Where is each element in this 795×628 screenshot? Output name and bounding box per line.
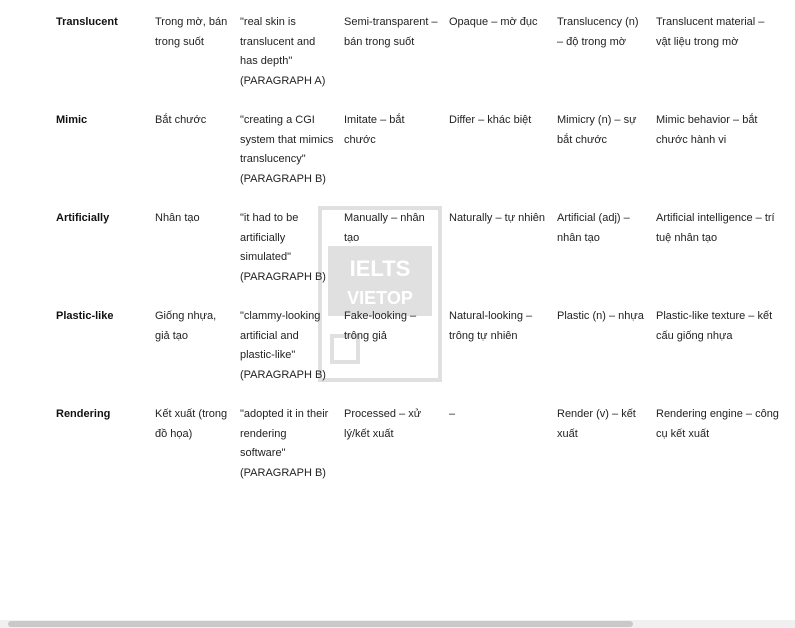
synonym-cell: Processed – xử lý/kết xuất — [344, 408, 422, 440]
watermark-line-2: VIETOP — [347, 288, 413, 308]
term-cell: Rendering — [56, 408, 111, 420]
term-cell: Artificially — [56, 212, 110, 224]
antonym-cell: Differ – khác biệt — [449, 114, 532, 126]
antonym-cell: Opaque – mờ đục — [449, 16, 538, 28]
term-cell: Plastic-like — [56, 310, 114, 322]
synonym-cell: Semi-transparent – bán trong suốt — [344, 16, 438, 48]
example-cell: "creating a CGI system that mimics translucency" (PARAGRAPH B) — [240, 114, 334, 185]
synonym-cell: Fake-looking – trông giả — [344, 310, 417, 342]
collocation-cell: Rendering engine – công cụ kết xuất — [656, 408, 779, 440]
collocation-cell: Translucent material – vật liệu trong mờ — [656, 16, 765, 48]
meaning-cell: Bắt chước — [155, 114, 207, 126]
related-word-cell: Plastic (n) – nhựa — [557, 310, 644, 322]
synonym-cell: Manually – nhân tạo — [344, 212, 425, 244]
watermark-line-1: IELTS — [349, 256, 411, 281]
table-row — [56, 307, 791, 405]
table-row — [56, 405, 791, 503]
antonym-cell: Naturally – tự nhiên — [449, 212, 546, 224]
meaning-cell: Giống nhựa, giả tạo — [155, 310, 217, 342]
vocabulary-table — [56, 13, 791, 503]
collocation-cell: Artificial intelligence – trí tuệ nhân tạo — [656, 212, 775, 244]
table-row — [56, 13, 791, 111]
example-cell: "real skin is translucent and has depth" (PARAGRAPH A) — [240, 16, 326, 87]
horizontal-scrollbar[interactable] — [0, 620, 795, 628]
table-row — [56, 111, 791, 209]
meaning-cell: Trong mờ, bán trong suốt — [155, 16, 228, 48]
antonym-cell: Natural-looking – trông tự nhiên — [449, 310, 533, 342]
related-word-cell: Render (v) – kết xuất — [557, 408, 636, 440]
term-cell: Mimic — [56, 114, 88, 126]
related-word-cell: Mimicry (n) – sự bắt chước — [557, 114, 637, 146]
term-cell: Translucent — [56, 16, 118, 28]
collocation-cell: Plastic-like texture – kết cấu giống nhựa — [656, 310, 773, 342]
related-word-cell: Artificial (adj) – nhân tạo — [557, 212, 630, 244]
related-word-cell: Translucency (n) – độ trong mờ — [557, 16, 639, 48]
meaning-cell: Nhân tạo — [155, 212, 200, 224]
example-cell: "adopted it in their rendering software" (PARAGRAPH B) — [240, 408, 329, 479]
synonym-cell: Imitate – bắt chước — [344, 114, 405, 146]
table-row — [56, 209, 791, 307]
example-cell: "it had to be artificially simulated" (PARAGRAPH B) — [240, 212, 326, 283]
meaning-cell: Kết xuất (trong đồ họa) — [155, 408, 228, 440]
example-cell: "clammy-looking artificial and plastic-like" (PARAGRAPH B) — [240, 310, 326, 381]
antonym-cell: – — [449, 408, 456, 420]
scrollbar-thumb[interactable] — [8, 621, 633, 627]
collocation-cell: Mimic behavior – bắt chước hành vi — [656, 114, 758, 146]
